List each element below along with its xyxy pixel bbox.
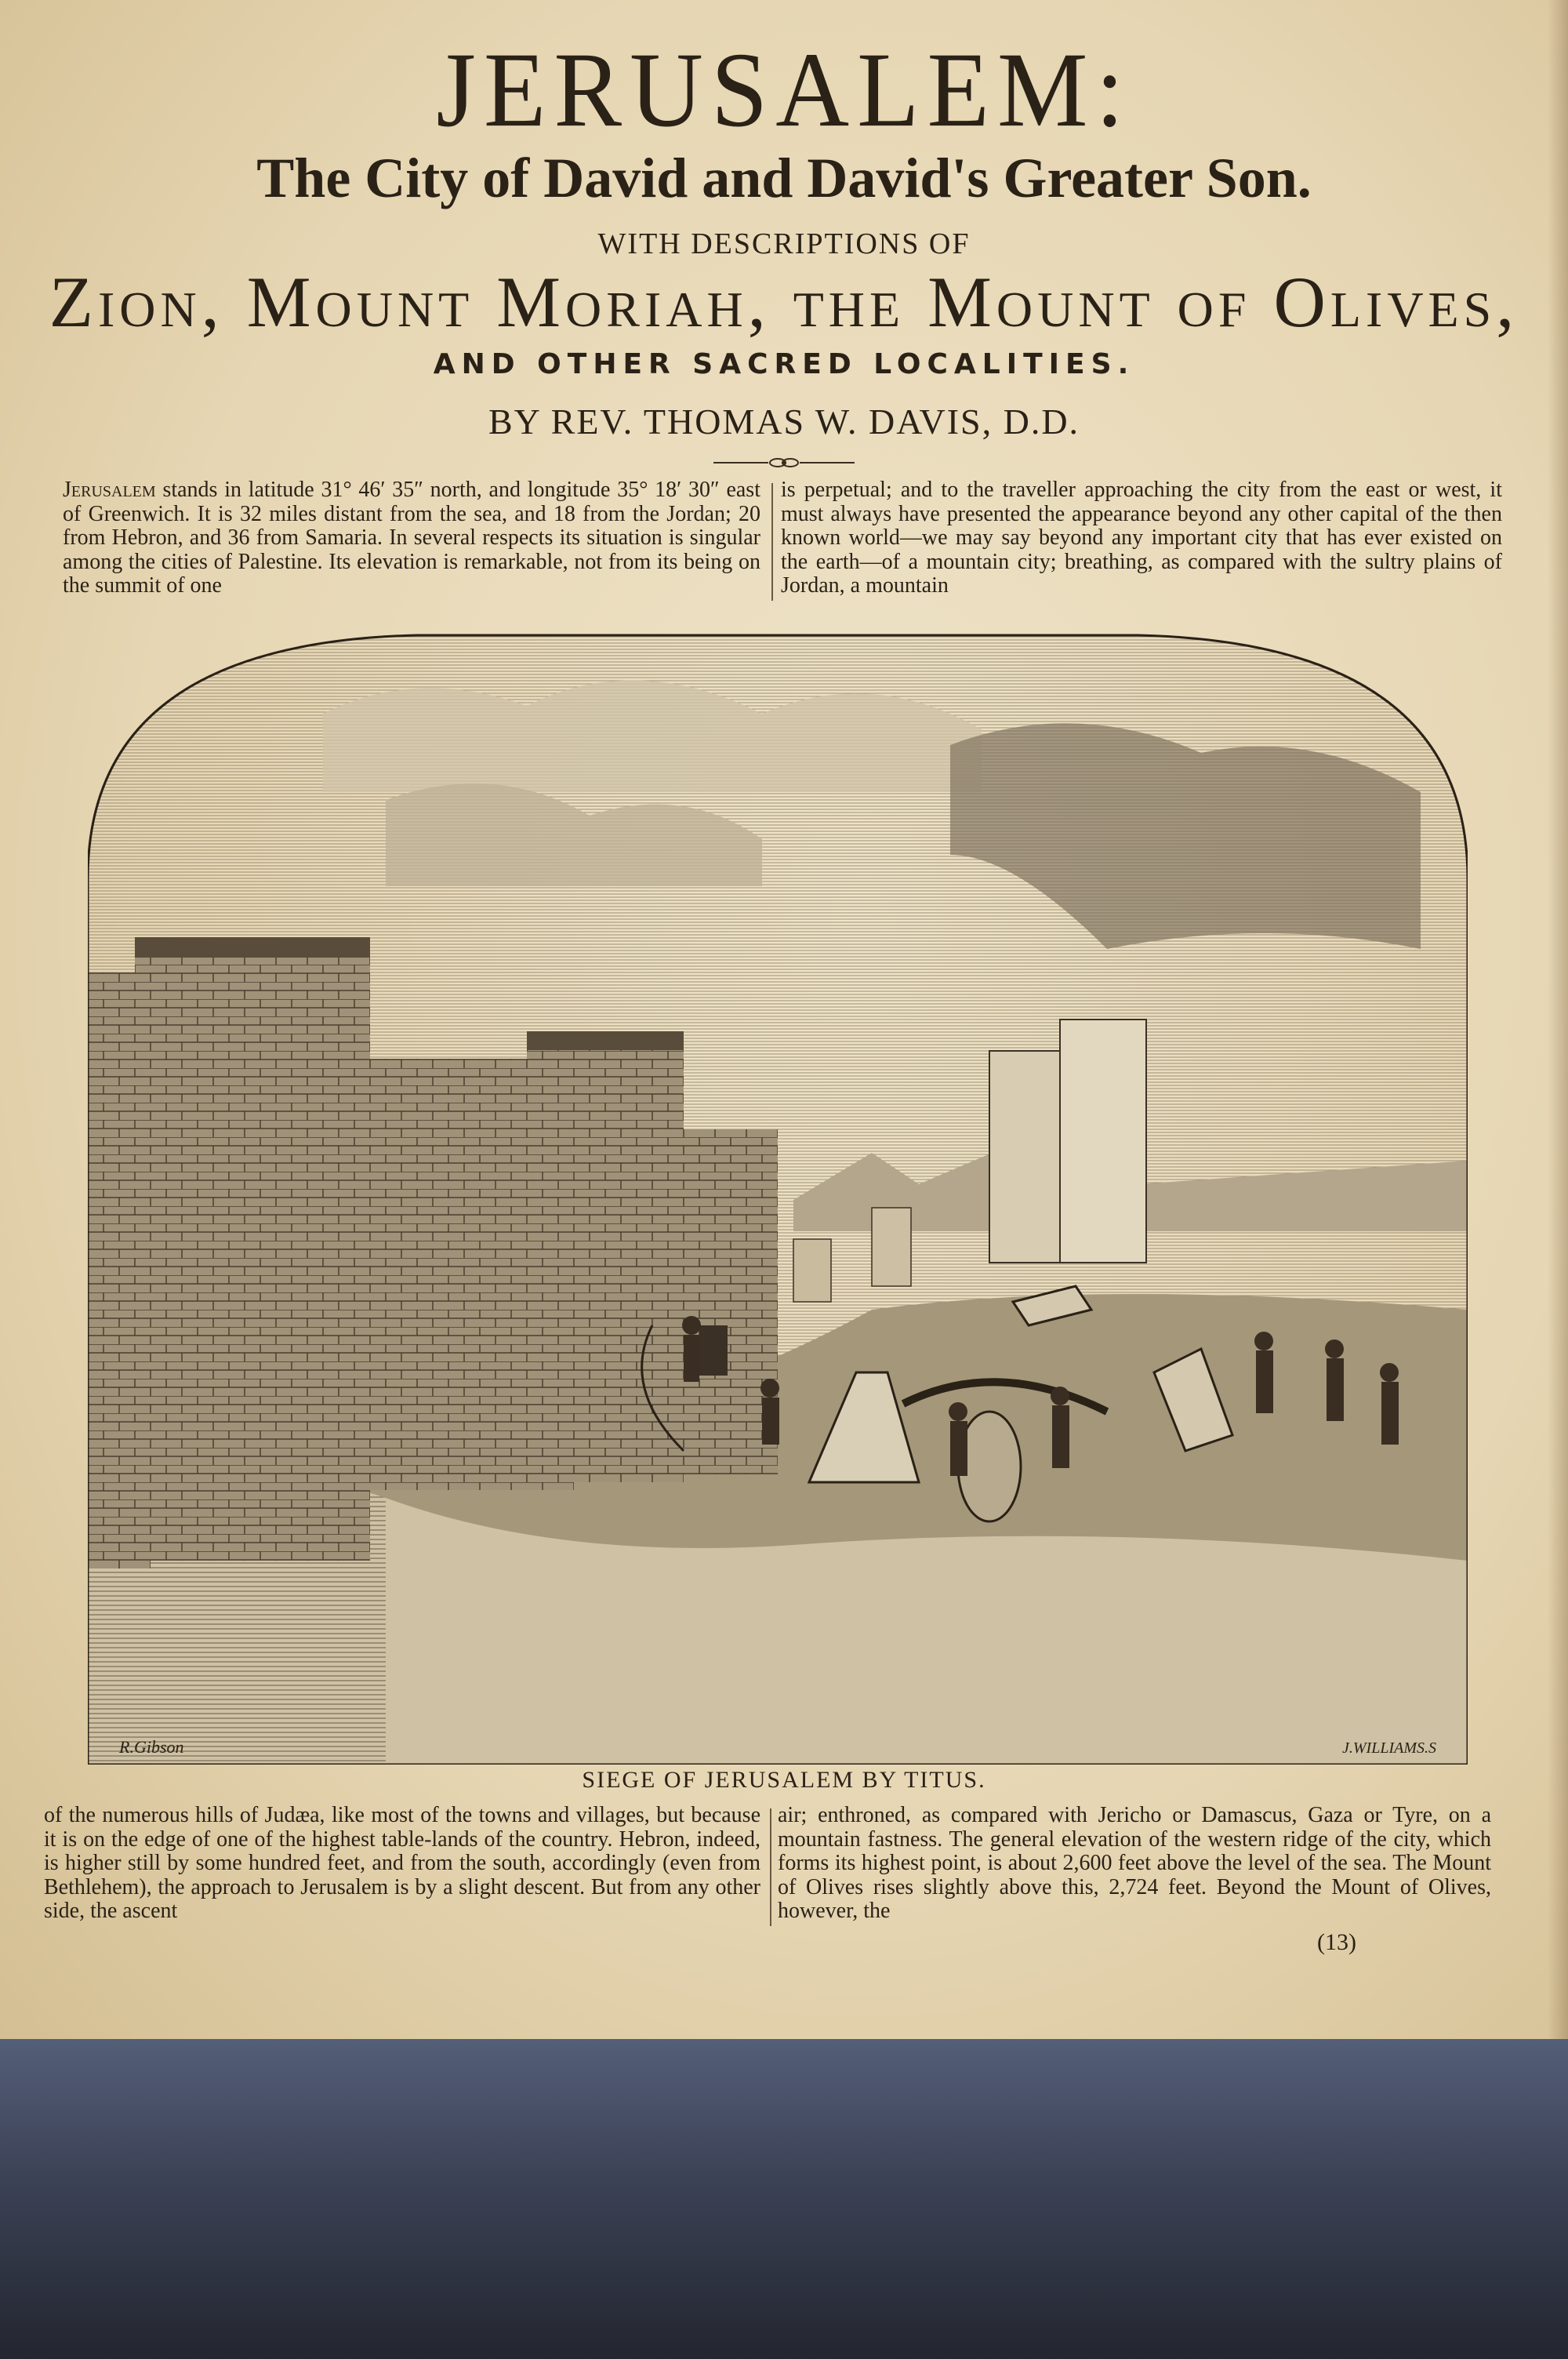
- illustration-caption: SIEGE OF JERUSALEM BY TITUS.: [582, 1767, 986, 1793]
- author-line: BY REV. THOMAS W. DAVIS, D.D.: [488, 402, 1080, 442]
- column-rule-top: [771, 483, 773, 601]
- engraver-signature-right: J.WILLIAMS.S: [1342, 1739, 1436, 1757]
- intro-right-text: is perpetual; and to the traveller approaching the city from the east or west, it must always have presented the appearance beyond any other capital of the then known world—we may say beyond any important city that has ever existed on the earth—of a mountain city; breathing, as compared with the sultry plains of Jordan, a mountain: [781, 478, 1502, 598]
- other-localities-line: AND OTHER SACRED LOCALITIES.: [433, 348, 1135, 380]
- page-number: (13): [1317, 1929, 1356, 1955]
- body-left-column: [44, 1804, 760, 1928]
- body-right-column: [778, 1804, 1491, 1928]
- siege-engraving: [88, 620, 1468, 1765]
- background-surface: [0, 2031, 1568, 2359]
- page-title: JERUSALEM:: [436, 31, 1132, 150]
- body-left-text: of the numerous hills of Judæa, like most of the towns and villages, but because it is on the edge of one of the highest table-lands of the country. Hebron, indeed, is higher still by some hundred feet, and from the south, accordingly (even from Bethlehem), the approach to Jerusalem is by a slight descent. But from any other side, the ascent: [44, 1804, 760, 1923]
- intro-right-column: [781, 478, 1502, 602]
- page-subtitle: The City of David and David's Greater Son.: [256, 147, 1312, 209]
- column-rule-bottom: [770, 1808, 771, 1926]
- places-line: Zion, Mount Moriah, the Mount of Olives,: [49, 262, 1519, 342]
- intro-lead-word: Jerusalem: [63, 478, 156, 502]
- intro-left-text: stands in latitude 31° 46′ 35″ north, and longitude 35° 18′ 30″ east of Greenwich. It is 32 miles distant from the sea, and 18 from the Jordan; 20 from Hebron, and 36 from Samaria. In several respects its situation is singular among the cities of Palestine. Its elevation is remarkable, not from its being on the summit of one: [63, 478, 760, 598]
- engraver-signature-left: R.Gibson: [119, 1737, 184, 1757]
- descriptions-line: WITH DESCRIPTIONS OF: [597, 227, 971, 260]
- body-right-text: air; enthroned, as compared with Jericho or Damascus, Gaza or Tyre, on a mountain fastness. The general elevation of the western ridge of the city, which forms its highest point, is about 2,600 feet above the level of the sea. The Mount of Olives rises slightly above this, 2,724 feet. Beyond the Mount of Olives, however, the: [778, 1804, 1491, 1923]
- ornament-divider: [706, 453, 862, 472]
- intro-left-column: [63, 478, 760, 602]
